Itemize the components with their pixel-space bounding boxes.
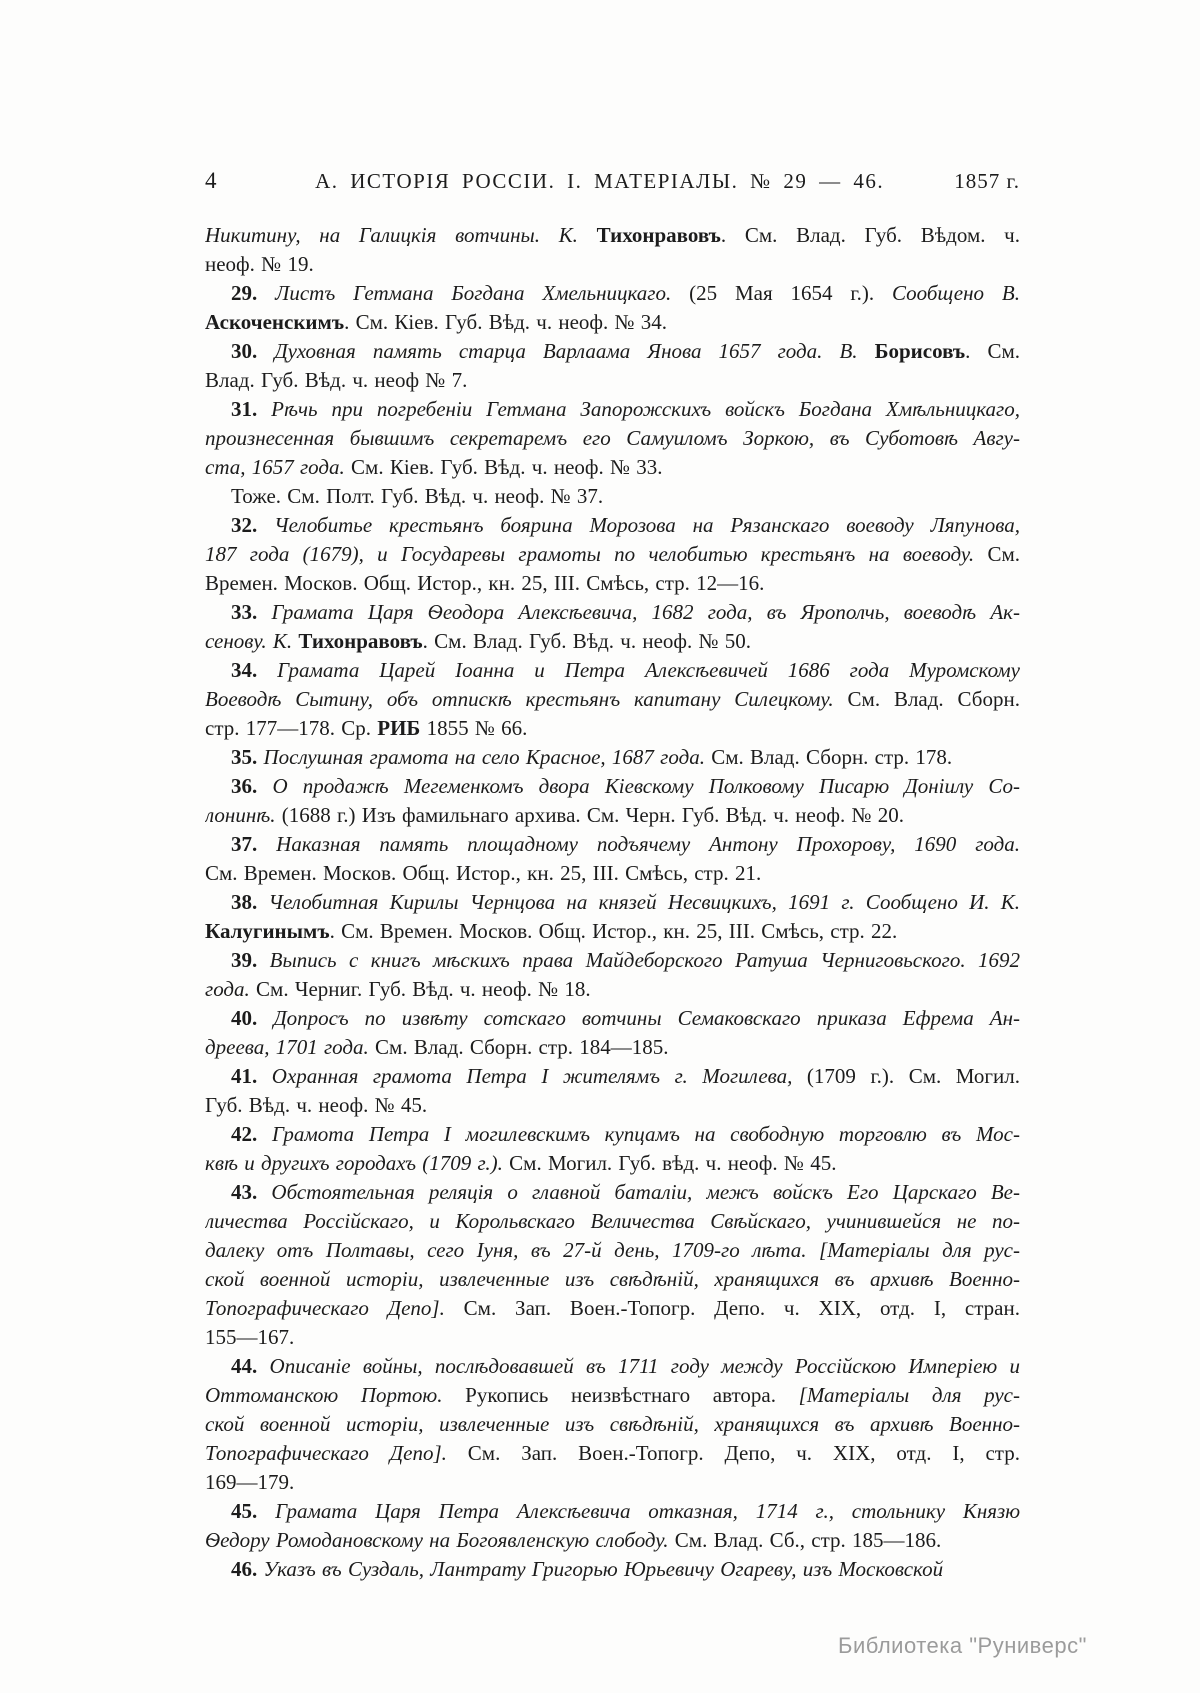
text-line: [205, 424, 1020, 453]
text-line: [205, 1497, 1020, 1526]
text-segment: Грамата Царя Ѳеодора Алексѣевича, 1682 года, въ Ярополчь, воеводѣ Ак-: [271, 600, 1020, 624]
text-line: [205, 1294, 1020, 1323]
text-segment: Рукопись неизвѣстнаго автора.: [465, 1383, 799, 1407]
entry-paragraph: [205, 1062, 1020, 1120]
text-segment: . См.: [965, 339, 1020, 363]
entry-paragraph: [205, 1497, 1020, 1555]
entry-paragraph: [205, 395, 1020, 482]
text-segment: 38.: [231, 890, 269, 914]
text-line: [205, 1323, 1020, 1352]
text-line: [205, 1236, 1020, 1265]
text-segment: Выпись с книгъ мѣскихъ права Майдеборского Ратуша Черниговьского. 1692: [269, 948, 1020, 972]
header-year: 1857 г.: [954, 169, 1020, 193]
text-segment: 32.: [231, 513, 275, 537]
text-line: [205, 1381, 1020, 1410]
text-line: [205, 627, 1020, 656]
text-segment: 34.: [231, 658, 278, 682]
text-segment: 37.: [231, 832, 277, 856]
text-line: [205, 1120, 1020, 1149]
text-segment: Калугинымъ: [205, 919, 330, 943]
entry-paragraph: [205, 598, 1020, 656]
text-segment: 30.: [231, 339, 275, 363]
text-line: [205, 772, 1020, 801]
text-line: [205, 250, 1020, 279]
text-segment: Ѳедору Ромодановскому на Богоявленскую слободу.: [205, 1528, 675, 1552]
text-segment: дреева, 1701 года.: [205, 1035, 376, 1059]
text-segment: 40.: [231, 1006, 274, 1030]
text-segment: 35.: [231, 745, 264, 769]
text-segment: сенову. К.: [205, 629, 299, 653]
watermark: Библиотека "Руниверс": [838, 1633, 1087, 1658]
text-line: [205, 1468, 1020, 1497]
text-segment: ской военной исторіи, извлеченные изъ свѣдѣній, хранящихся въ архивѣ Военно-: [205, 1267, 1020, 1291]
text-segment: О продажѣ Мегеменкомъ двора Кіевскому Полковому Писарю Доніилу Со-: [272, 774, 1020, 798]
entry-paragraph: [205, 279, 1020, 337]
text-segment: (25 Мая 1654 г.).: [689, 281, 892, 305]
text-line: [205, 337, 1020, 366]
text-line: [205, 395, 1020, 424]
text-segment: Листъ Гетмана Богдана Хмельницкаго.: [275, 281, 690, 305]
text-line: [205, 685, 1020, 714]
text-segment: ской военной исторіи, извлеченные изъ свѣдѣній, хранящихся въ архивѣ Военно-: [205, 1412, 1020, 1436]
text-segment: Влад. Губ. Вѣд. ч. неоф № 7.: [205, 368, 468, 392]
text-segment: Челобитная Кирилы Чернцова на князей Несвицкихъ, 1691 г. Сообщено И. К.: [268, 890, 1020, 914]
text-segment: Послушная грамота на село Красное, 1687 года.: [263, 745, 712, 769]
text-segment: 31.: [231, 397, 272, 421]
text-segment: года.: [205, 977, 257, 1001]
text-line: [205, 1178, 1020, 1207]
entry-paragraph: [205, 743, 1020, 772]
text-line: [205, 453, 1020, 482]
text-line: [205, 482, 1020, 511]
text-segment: 41.: [231, 1064, 272, 1088]
entry-paragraph: [205, 1555, 1020, 1584]
text-segment: . См. Кіев. Губ. Вѣд. ч. неоф. № 34.: [344, 310, 668, 334]
text-segment: См. Черниг. Губ. Вѣд. ч. неоф. № 18.: [256, 977, 591, 1001]
text-segment: Челобитье крестьянъ боярина Морозова на Рязанскаго воеводу Ляпунова,: [274, 513, 1020, 537]
text-line: [205, 1526, 1020, 1555]
text-segment: (1709 г.). См. Могил.: [806, 1064, 1020, 1088]
text-line: [205, 308, 1020, 337]
text-line: [205, 1004, 1020, 1033]
text-segment: Наказная память площадному подъячему Антону Прохорову, 1690 года.: [276, 832, 1020, 856]
text-segment: . См. Влад. Губ. Вѣдом. ч.: [720, 223, 1020, 247]
text-line: [205, 1439, 1020, 1468]
text-line: [205, 1410, 1020, 1439]
text-segment: См. Зап. Воен.-Топогр. Депо, ч. XIX, отд. I, стр.: [467, 1441, 1020, 1465]
entry-paragraph: [205, 946, 1020, 1004]
entry-paragraph: [205, 1120, 1020, 1178]
running-title: А. ИСТОРІЯ РОССІИ. I. МАТЕРІАЛЫ. № 29 — 46.: [315, 169, 885, 193]
text-segment: Губ. Вѣд. ч. неоф. № 45.: [205, 1093, 428, 1117]
text-segment: неоф. № 19.: [205, 252, 314, 276]
text-segment: произнесенная бывшимъ секретаремъ его Самуиломъ Зоркою, въ Суботовѣ Авгу-: [205, 426, 1020, 450]
text-line: [205, 743, 1020, 772]
entry-paragraph: [205, 772, 1020, 830]
text-line: [205, 1062, 1020, 1091]
text-segment: Допросъ по извѣту сотскаго вотчины Семаковскаго приказа Ефрема Ан-: [273, 1006, 1020, 1030]
text-segment: . См. Влад. Губ. Вѣд. ч. неоф. № 50.: [422, 629, 752, 653]
text-segment: См. Влад. Сб., стр. 185—186.: [674, 1528, 942, 1552]
text-segment: См. Времен. Москов. Общ. Истор., кн. 25, III. Смѣсь, стр. 21.: [205, 861, 762, 885]
text-segment: 187 года (1679), и Государевы грамоты по челобитью крестьянъ на воеводу.: [205, 542, 988, 566]
text-line: [205, 1207, 1020, 1236]
text-segment: Аскоченскимъ: [205, 310, 345, 334]
text-segment: Грамата Царя Петра Алексѣевича отказная, 1714 г., стольнику Князю: [275, 1499, 1020, 1523]
text-block: [205, 166, 1020, 1584]
text-segment: Охранная грамота Петра I жителямъ г. Могилева,: [271, 1064, 807, 1088]
text-segment: 39.: [231, 948, 270, 972]
text-segment: 43.: [231, 1180, 272, 1204]
entry-paragraph: [205, 888, 1020, 946]
text-segment: См. Влад. Сборн. стр. 184—185.: [375, 1035, 669, 1059]
text-segment: Тоже. См. Полт. Губ. Вѣд. ч. неоф. № 37.: [231, 484, 604, 508]
text-line: [205, 859, 1020, 888]
entry-paragraph: [205, 1352, 1020, 1497]
text-line: [205, 830, 1020, 859]
text-line: [205, 975, 1020, 1004]
text-line: [205, 656, 1020, 685]
text-line: [205, 511, 1020, 540]
text-segment: Тихонравовъ: [596, 223, 721, 247]
entry-paragraph: [205, 337, 1020, 395]
text-segment: РИБ: [377, 716, 421, 740]
text-segment: Сообщено В.: [892, 281, 1020, 305]
text-segment: См. Кіев. Губ. Вѣд. ч. неоф. № 33.: [351, 455, 663, 479]
text-line: [205, 279, 1020, 308]
text-segment: Воеводѣ Сытину, объ отпискѣ крестьянъ капитану Силецкому.: [205, 687, 848, 711]
text-segment: стр. 177—178. Ср.: [205, 716, 378, 740]
entry-paragraph: [205, 482, 1020, 511]
text-segment: Никитину, на Галицкія вотчины. К.: [205, 223, 597, 247]
text-segment: Борисовъ: [874, 339, 966, 363]
text-segment: Указъ въ Суздаль, Лантрату Григорью Юрьевичу Огареву, изъ Московской: [263, 1557, 944, 1581]
text-segment: далеку отъ Полтавы, сего Іуня, въ 27-й день, 1709-го лѣта. [Матеріалы для рус-: [205, 1238, 1020, 1262]
text-line: [205, 888, 1020, 917]
text-line: [205, 946, 1020, 975]
text-segment: 45.: [231, 1499, 276, 1523]
text-line: [205, 801, 1020, 830]
text-line: [205, 917, 1020, 946]
entry-paragraph: [205, 1178, 1020, 1352]
text-line: [205, 1352, 1020, 1381]
text-segment: [Матеріалы для рус-: [798, 1383, 1020, 1407]
entry-paragraph: [205, 1004, 1020, 1062]
page-header: [205, 166, 1020, 196]
text-segment: 46.: [231, 1557, 264, 1581]
text-line: [205, 1033, 1020, 1062]
text-segment: 33.: [231, 600, 272, 624]
text-segment: См. Зап. Воен.-Топогр. Депо. ч. XIX, отд. I, стран.: [463, 1296, 1020, 1320]
text-segment: Топографическаго Депо].: [205, 1441, 468, 1465]
text-segment: Тихонравовъ: [298, 629, 423, 653]
text-line: [205, 221, 1020, 250]
text-segment: Грамата Царей Іоанна и Петра Алексѣевичей 1686 года Муромскому: [277, 658, 1020, 682]
text-segment: (1688 г.) Изъ фамильнаго архива. См. Черн. Губ. Вѣд. ч. неоф. № 20.: [281, 803, 904, 827]
text-segment: ста, 1657 года.: [205, 455, 352, 479]
text-segment: Обстоятельная реляція о главной баталіи, межъ войскъ Его Царскаго Ве-: [271, 1180, 1020, 1204]
text-line: [205, 1555, 1020, 1584]
text-segment: Духовная память старца Варлаама Янова 1657 года. В.: [274, 339, 875, 363]
bibliography-entries: [205, 221, 1020, 1584]
text-segment: личества Россійскаго, и Корольвскаго Величества Свѣйскаго, учинившейся не по-: [205, 1209, 1020, 1233]
text-segment: 44.: [231, 1354, 270, 1378]
text-segment: Времен. Москов. Общ. Истор., кн. 25, III. Смѣсь, стр. 12—16.: [205, 571, 765, 595]
entry-paragraph: [205, 656, 1020, 743]
text-segment: См. Влад. Сборн. стр. 178.: [711, 745, 953, 769]
text-segment: Топографическаго Депо].: [205, 1296, 464, 1320]
text-line: [205, 1091, 1020, 1120]
text-segment: 1855 № 66.: [420, 716, 528, 740]
text-segment: См. Влад. Сборн.: [847, 687, 1020, 711]
text-segment: Грамота Петра I могилевскимъ купцамъ на свободную торговлю въ Мос-: [271, 1122, 1020, 1146]
text-segment: 169—179.: [205, 1470, 295, 1494]
text-segment: 29.: [231, 281, 276, 305]
entry-paragraph: [205, 221, 1020, 279]
text-line: [205, 1149, 1020, 1178]
text-segment: См. Могил. Губ. вѣд. ч. неоф. № 45.: [509, 1151, 837, 1175]
text-segment: Оттоманскою Портою.: [205, 1383, 466, 1407]
entry-paragraph: [205, 511, 1020, 598]
text-line: [205, 540, 1020, 569]
text-line: [205, 366, 1020, 395]
text-segment: квѣ и другихъ городахъ (1709 г.).: [205, 1151, 510, 1175]
text-segment: 155—167.: [205, 1325, 295, 1349]
text-segment: . См. Времен. Москов. Общ. Истор., кн. 25, III. Смѣсь, стр. 22.: [329, 919, 898, 943]
text-line: [205, 569, 1020, 598]
text-segment: 42.: [231, 1122, 272, 1146]
page-number: 4: [205, 168, 217, 193]
text-segment: 36.: [231, 774, 273, 798]
text-segment: Описаніе войны, послѣдовавшей въ 1711 году между Россійскою Имперіею и: [269, 1354, 1020, 1378]
text-segment: Рѣчь при погребеніи Гетмана Запорожскихъ войскъ Богдана Хмѣльницкаго,: [271, 397, 1020, 421]
entry-paragraph: [205, 830, 1020, 888]
text-segment: лонинѣ.: [205, 803, 282, 827]
text-line: [205, 714, 1020, 743]
text-line: [205, 1265, 1020, 1294]
text-line: [205, 598, 1020, 627]
text-segment: См.: [987, 542, 1020, 566]
